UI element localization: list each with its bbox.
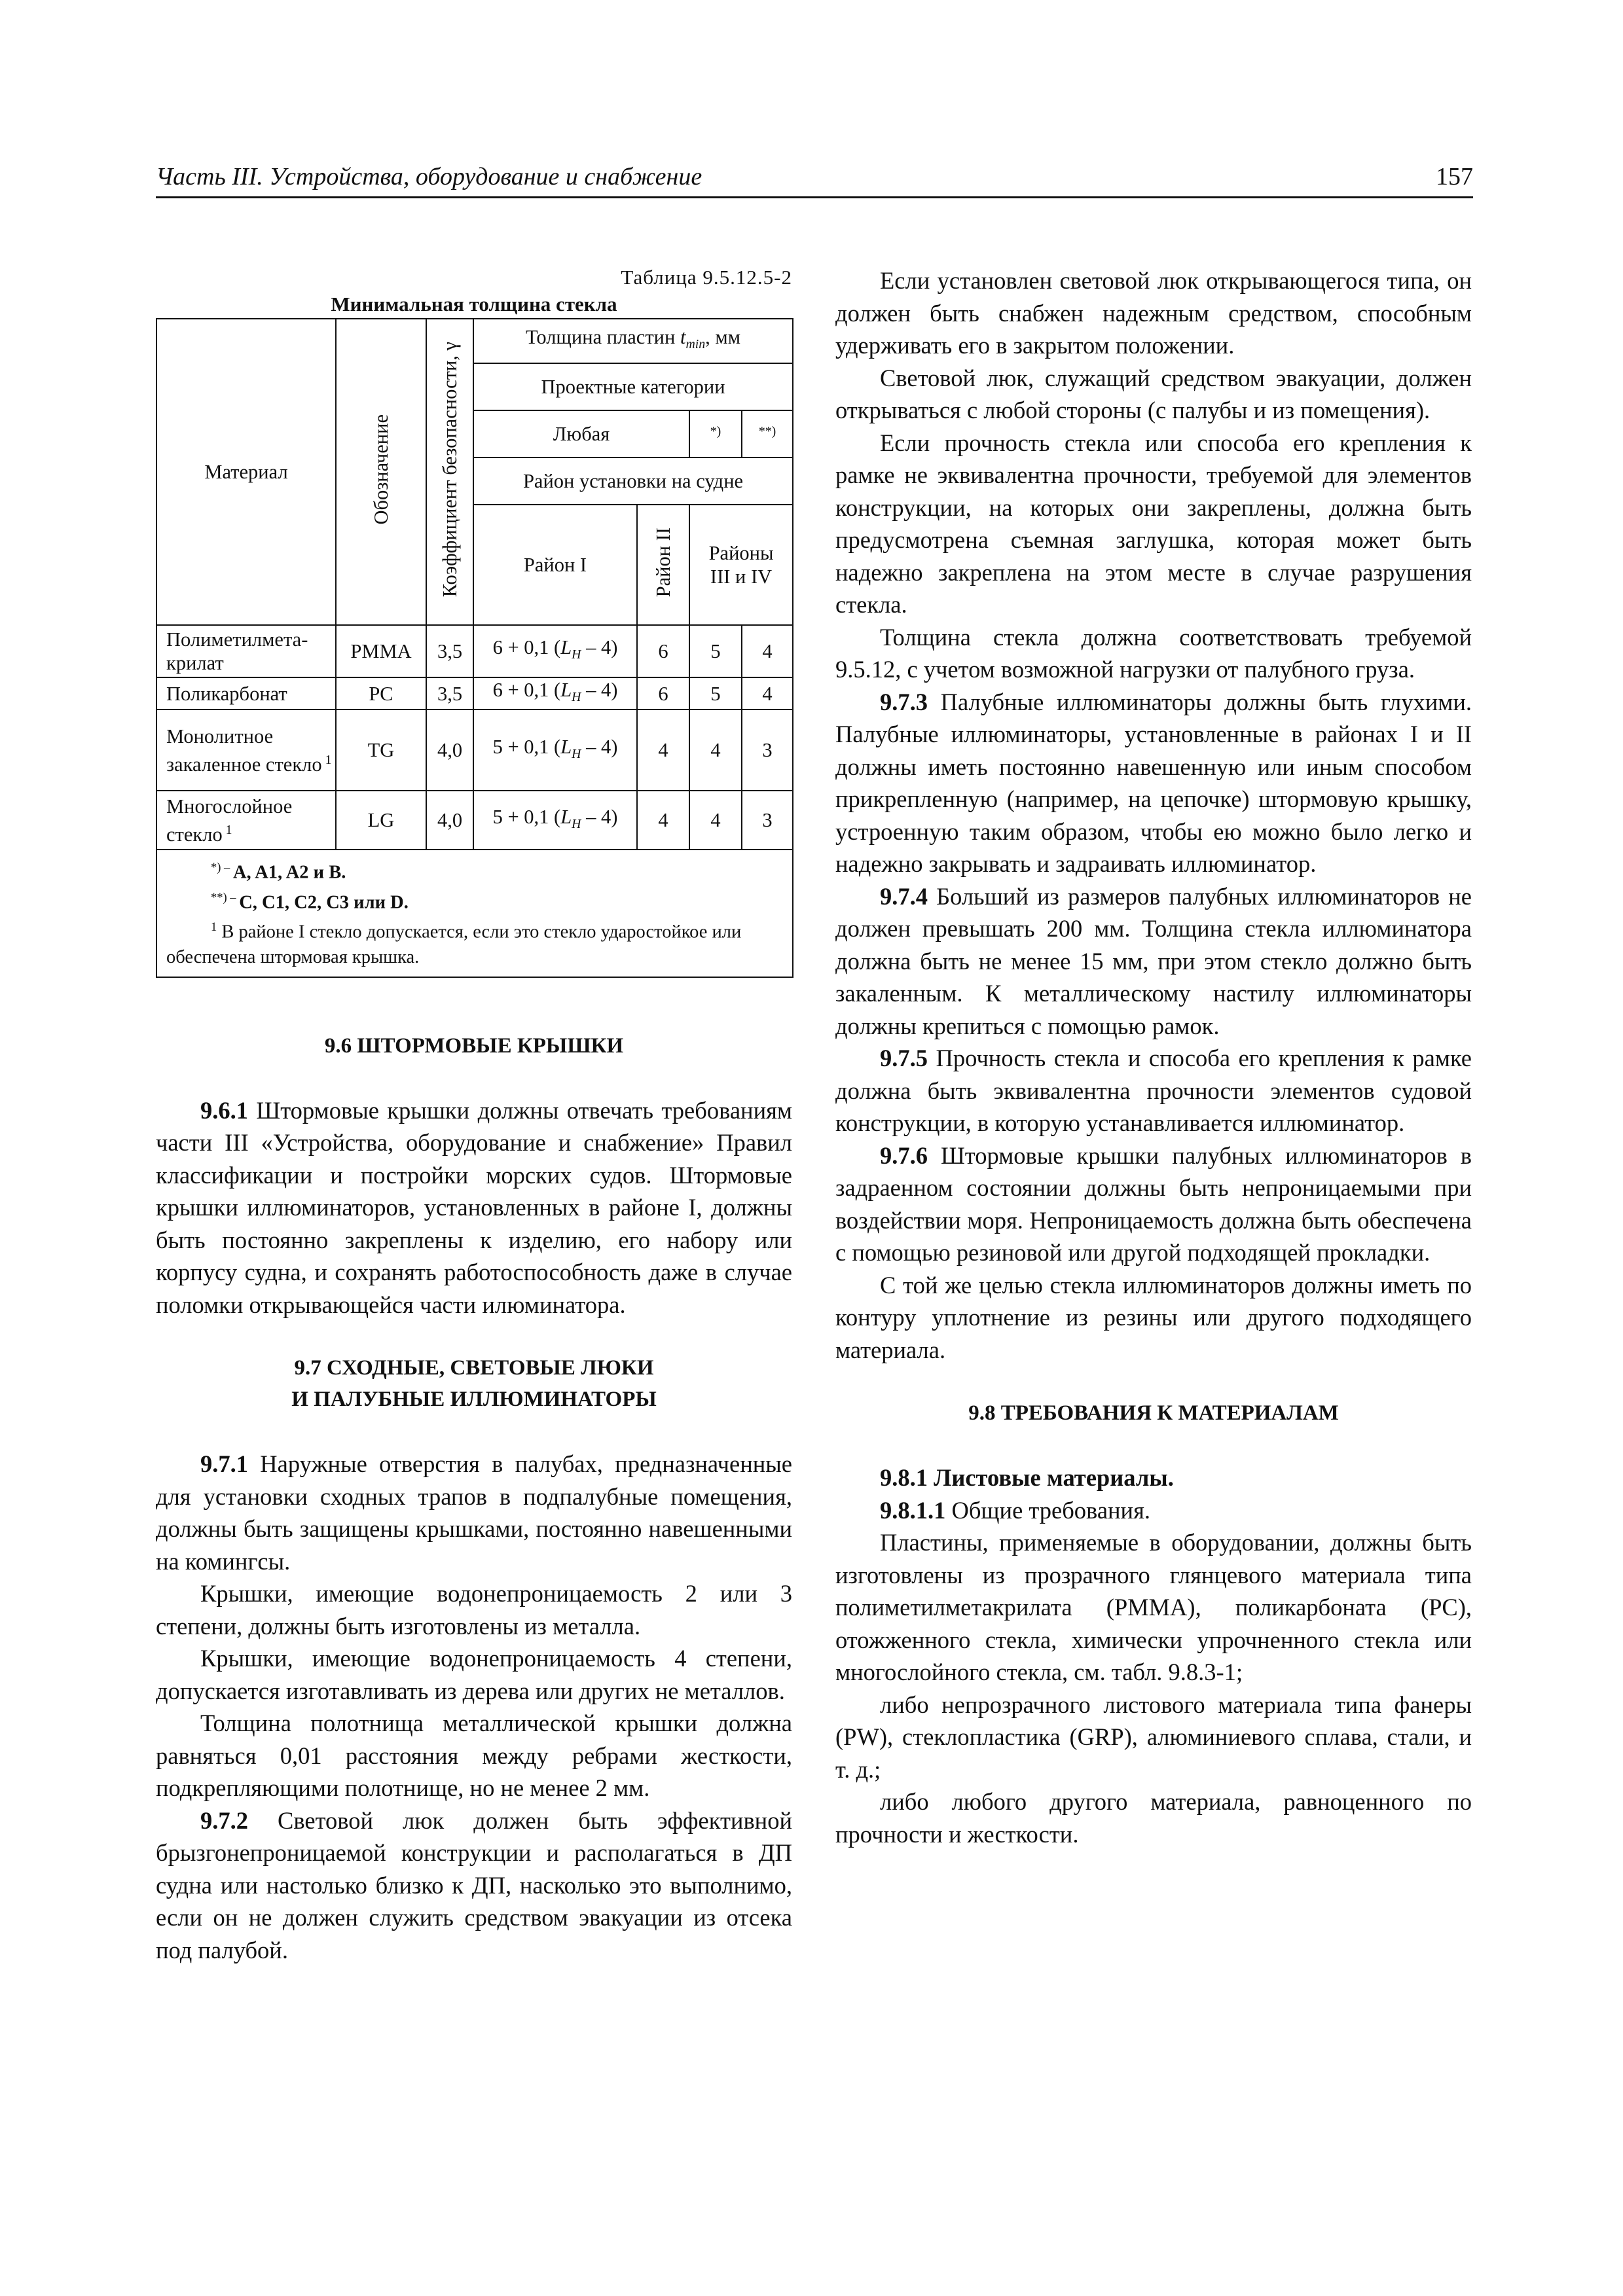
paragraph-9-7-1: 9.7.1 Наружные отверстия в палубах, предназначенные для установки сходных трапов в подпалубные помещения, должны быть защищены крышками, постоянно навешенными на комингсы. xyxy=(156,1450,792,1575)
section-heading-9-7: 9.7 СХОДНЫЕ, СВЕТОВЫЕ ЛЮКИ И ПАЛУБНЫЕ ИЛЛЮМИНАТОРЫ xyxy=(291,1356,657,1412)
cell-code: PMMA xyxy=(336,625,426,677)
cell-code: PC xyxy=(336,677,426,709)
table-row xyxy=(156,791,793,850)
left-column xyxy=(156,264,792,1966)
paragraph-9-8-1-1-b: либо непрозрачного листового материала типа фанеры (PW), стеклопластика (GRP), алюминиевого сплава, стали, и т. д.; xyxy=(835,1691,1472,1783)
table-notes xyxy=(156,850,793,977)
paragraph-9-7-1-b: Крышки, имеющие водонепроницаемость 2 или 3 степени, должны быть изготовлены из металла. xyxy=(156,1580,792,1640)
cell-area2: 4 xyxy=(637,709,689,791)
running-header xyxy=(156,156,1473,198)
cell-star2: 4 xyxy=(742,677,793,709)
right-column xyxy=(835,264,1472,1850)
note-star2: **) – C, C1, C2, C3 или D. xyxy=(211,890,409,913)
table-row xyxy=(156,677,793,709)
page-number: 157 xyxy=(1436,163,1473,190)
cell-area2: 4 xyxy=(637,791,689,850)
paragraph-skylight-open: Если установлен световой люк открывающегося типа, он должен быть снабжен надежным средством, способным удерживать его в закрытом положении. xyxy=(835,267,1472,359)
cell-code: TG xyxy=(336,709,426,791)
paragraph-9-7-1-d: Толщина полотнища металлической крышки должна равняться 0,01 расстояния между ребрами жесткости, подкрепляющими полотнище, но не менее 2 мм. xyxy=(156,1710,792,1802)
cell-star1: 5 xyxy=(689,625,742,677)
cell-star1: 5 xyxy=(689,677,742,709)
cell-star2: 3 xyxy=(742,709,793,791)
cell-gamma: 4,0 xyxy=(426,791,473,850)
cell-star1: 4 xyxy=(689,791,742,850)
cell-material: Поликарбонат xyxy=(156,677,336,709)
paragraph-skylight-cover: Если прочность стекла или способа его крепления к рамке не эквивалентна прочности, требуемой для элементов конструкции, на которых они закреплены, должна быть предусмотрена съемная заглушка, которая может быть надежно закреплена на этом месте в случае разрушения стекла. xyxy=(835,429,1472,618)
paragraph-9-7-2: 9.7.2 Световой люк должен быть эффективной брызгонепроницаемой конструкции и располагаться в ДП судна или настолько близко к ДП, насколько это выполнимо, если он не должен служить средством эвакуации из отсека под палубой. xyxy=(156,1806,792,1964)
header-material: Материал xyxy=(156,319,336,625)
cell-material: Многослойное стекло $^1$ xyxy=(156,791,336,850)
table-row xyxy=(156,709,793,791)
table-notes-row xyxy=(156,850,793,977)
header-area-1: Район I xyxy=(473,505,637,625)
cell-star2: 3 xyxy=(742,791,793,850)
cell-formula: 5 + 0,1 $(L_H - 4)$ xyxy=(473,709,637,791)
section-heading-9-8: 9.8 ТРЕБОВАНИЯ К МАТЕРИАЛАМ xyxy=(968,1401,1339,1425)
header-category-star1: *) xyxy=(689,410,742,457)
section-heading-9-6: 9.6 ШТОРМОВЫЕ КРЫШКИ xyxy=(324,1033,624,1058)
glass-thickness-table xyxy=(156,318,793,978)
paragraph-9-8-1-1-a: Пластины, применяемые в оборудовании, должны быть изготовлены из прозрачного глянцевого материала типа полиметилметакрилата (PMMA), поликарбоната (PC), отожженного стекла, химически упрочненного стекла или многослойного стекла, см. табл. 9.8.3-1; xyxy=(835,1529,1472,1685)
table-caption-title: Минимальная толщина стекла xyxy=(331,293,617,315)
header-any-category: Любая xyxy=(473,410,689,457)
note-star1: *) – A, A1, A2 и B. xyxy=(211,861,346,883)
note-footnote-1: $^1$ В районе I стекло допускается, если это стекло ударостойкое или обеспечена штормовая крышка. xyxy=(166,920,742,967)
cell-star1: 4 xyxy=(689,709,742,791)
header-area-3-4: Районы III и IV xyxy=(689,505,793,625)
cell-star2: 4 xyxy=(742,625,793,677)
header-install-area: Район установки на судне xyxy=(473,457,793,505)
paragraph-skylight-evac: Световой люк, служащий средством эвакуации, должен открываться с любой стороны (с палубы и из помещения). xyxy=(835,364,1472,423)
running-title: Часть III. Устройства, оборудование и снабжение xyxy=(156,163,702,190)
cell-code: LG xyxy=(336,791,426,850)
header-thickness: Толщина пластин $t_{min}$, мм xyxy=(473,319,793,363)
paragraph-9-7-6: 9.7.6 Штормовые крышки палубных иллюминаторов в задраенном состоянии должны быть непроницаемыми при воздействии моря. Непроницаемость должна быть обеспечена с помощью резиновой или другой подходящей прокладки. xyxy=(835,1141,1472,1266)
header-design-categories: Проектные категории xyxy=(473,363,793,410)
cell-formula: 6 + 0,1 $(L_H - 4)$ xyxy=(473,677,637,709)
cell-area2: 6 xyxy=(637,677,689,709)
paragraph-9-7-5: 9.7.5 Прочность стекла и способа его крепления к рамке должна быть эквивалентна прочности элементов судовой конструкции, в которую устанавливается иллюминатор. xyxy=(835,1045,1472,1136)
paragraph-glass-thickness: Толщина стекла должна соответствовать требуемой 9.5.12, с учетом возможной нагрузки от палубного груза. xyxy=(835,623,1472,683)
table-caption-id: Таблица 9.5.12.5-2 xyxy=(621,266,792,289)
cell-gamma: 3,5 xyxy=(426,625,473,677)
paragraph-9-8-1: 9.8.1 Листовые материалы. xyxy=(880,1464,1174,1491)
paragraph-9-7-3: 9.7.3 Палубные иллюминаторы должны быть глухими. Палубные иллюминаторы, установленные в районах I и II должны иметь постоянно навешенную или иным способом прикрепленную (например, на цепочке) штормовую крышку, устроенную таким образом, чтобы ею можно было легко и надежно закрывать и задраивать иллюминатор. xyxy=(835,688,1472,877)
header-designation: Обозначение xyxy=(336,319,426,625)
paragraph-9-7-4: 9.7.4 Больший из размеров палубных иллюминаторов не должен превышать 200 мм. Толщина стекла иллюминатора должна быть не менее 15 мм, при этом стекло должно быть закаленным. К металлическому настилу иллюминаторы должны крепиться с помощью рамок. xyxy=(835,882,1472,1039)
cell-material: Монолитное закаленное стекло $^1$ xyxy=(156,709,336,791)
header-safety-factor: Коэффициент безопасности, γ xyxy=(426,319,473,625)
cell-material: Полиметилмета-крилат xyxy=(156,625,336,677)
header-area-2: Район II xyxy=(637,505,689,625)
paragraph-9-7-6-b: С той же целью стекла иллюминаторов должны иметь по контуру уплотнение из резины или другого подходящего материала. xyxy=(835,1271,1472,1363)
cell-gamma: 3,5 xyxy=(426,677,473,709)
paragraph-9-8-1-1-c: либо любого другого материала, равноценного по прочности и жесткости. xyxy=(835,1788,1472,1848)
paragraph-9-6-1: 9.6.1 Штормовые крышки должны отвечать требованиям части III «Устройства, оборудование и снабжение» Правил классификации и постройки морских судов. Штормовые крышки иллюминаторов, установленных в районе I, должны быть постоянно закреплены к изделию, его набору или корпусу судна, и сохранять работоспособность даже в случае поломки открывающейся части илюминатора. xyxy=(156,1096,792,1318)
cell-area2: 6 xyxy=(637,625,689,677)
paragraph-9-7-1-c: Крышки, имеющие водонепроницаемость 4 степени, допускается изготавливать из дерева или других не металлов. xyxy=(156,1645,792,1704)
table-row xyxy=(156,625,793,677)
cell-formula: 6 + 0,1 $(L_H - 4)$ xyxy=(473,625,637,677)
cell-gamma: 4,0 xyxy=(426,709,473,791)
paragraph-9-8-1-1: 9.8.1.1 Общие требования. xyxy=(880,1496,1150,1524)
header-category-star2: **) xyxy=(742,410,793,457)
cell-formula: 5 + 0,1 $(L_H - 4)$ xyxy=(473,791,637,850)
